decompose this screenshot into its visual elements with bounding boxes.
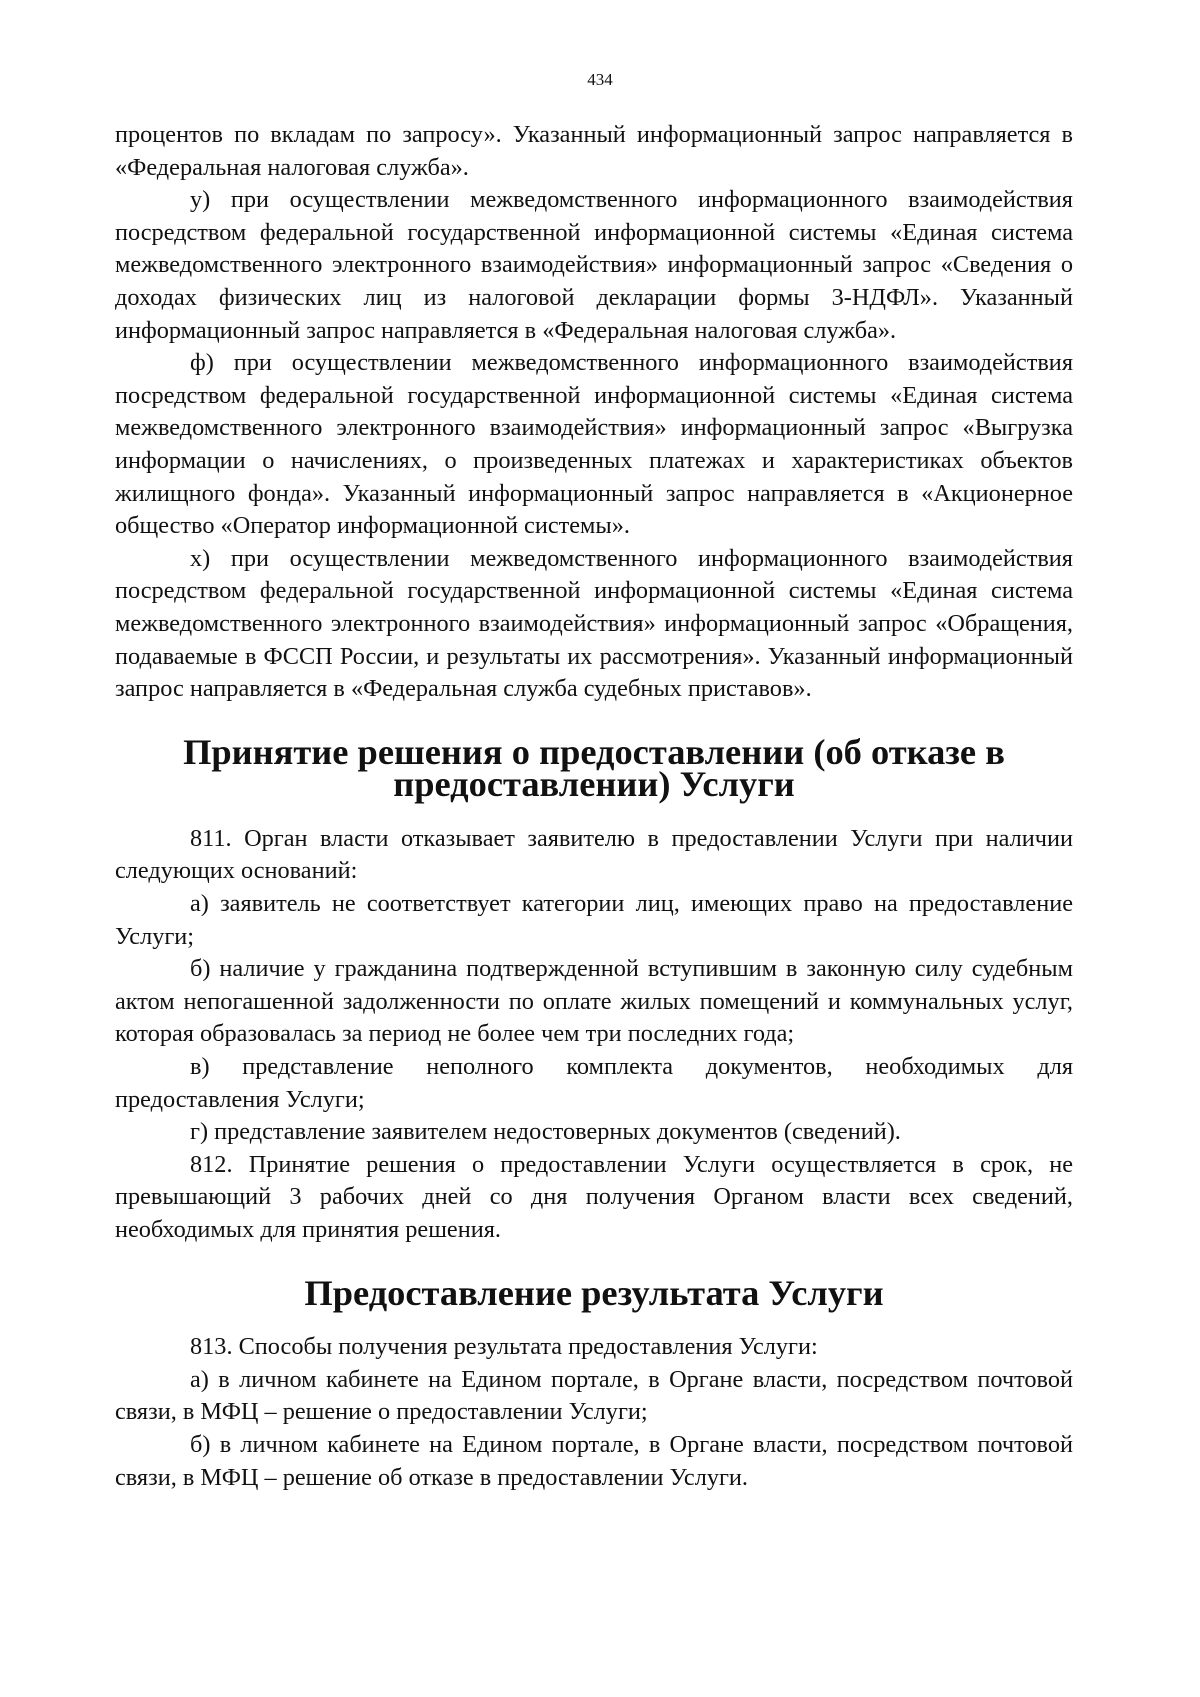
paragraph: г) представление заявителем недостоверных документов (сведений). [190,1118,901,1146]
section-heading: Принятие решения о предоставлении (об отказе в предоставлении) Услуги [183,731,1005,805]
section-heading: Предоставление результата Услуги [304,1272,884,1313]
section-result [115,1331,1073,1494]
spacer [115,801,1073,823]
paragraph: а) в личном кабинете на Едином портале, в Органе власти, посредством почтовой связи, в МФЦ – решение о предоставлении Услуги; [115,1365,1073,1426]
document-body [115,119,1073,1494]
paragraph: х) при осуществлении межведомственного информационного взаимодействия посредством федеральной государственной информационной системы «Единая система межведомственного электронного взаимодействия» информационный запрос «Обращения, подаваемые в ФССП России, и результаты их рассмотрения». Указанный информационный запрос направляется в «Федеральная служба судебных приставов». [115,544,1073,703]
paragraph: у) при осуществлении межведомственного информационного взаимодействия посредством федеральной государственной информационной системы «Единая система межведомственного электронного взаимодействия» информационный запрос «Сведения о доходах физических лиц из налоговой декларации формы 3-НДФЛ». Указанный информационный запрос направляется в «Федеральная налоговая служба». [115,186,1073,344]
paragraph: а) заявитель не соответствует категории лиц, имеющих право на предоставление Услуги; [115,890,1073,950]
paragraph: процентов по вкладам по запросу». Указанный информационный запрос направляется в «Федеральная налоговая служба». [115,121,1073,181]
paragraph: в) представление неполного комплекта документов, необходимых для предоставления Услуги; [115,1053,1073,1113]
page-number: 434 [587,70,613,89]
section-decision [115,823,1073,1247]
paragraph: ф) при осуществлении межведомственного информационного взаимодействия посредством федеральной государственной информационной системы «Единая система межведомственного электронного взаимодействия» информационный запрос «Выгрузка информации о начислениях, о произведенных платежах и характеристиках объектов жилищного фонда». Указанный информационный запрос направляется в «Акционерное общество «Оператор информационной системы». [115,349,1073,540]
paragraph: 813. Способы получения результата предоставления Услуги: [190,1333,818,1361]
section-intro [115,119,1073,706]
paragraph: 812. Принятие решения о предоставлении Услуги осуществляется в срок, не превышающий 3 рабочих дней со дня получения Органом власти всех сведений, необходимых для принятия решения. [115,1150,1073,1243]
paragraph: 811. Орган власти отказывает заявителю в предоставлении Услуги при наличии следующих оснований: [115,824,1073,885]
paragraph: б) наличие у гражданина подтвержденной вступившим в законную силу судебным актом непогашенной задолженности по оплате жилых помещений и коммунальных услуг, которая образовалась за период не более чем три последних года; [115,955,1073,1048]
paragraph: б) в личном кабинете на Едином портале, в Органе власти, посредством почтовой связи, в МФЦ – решение об отказе в предоставлении Услуги. [115,1430,1073,1491]
